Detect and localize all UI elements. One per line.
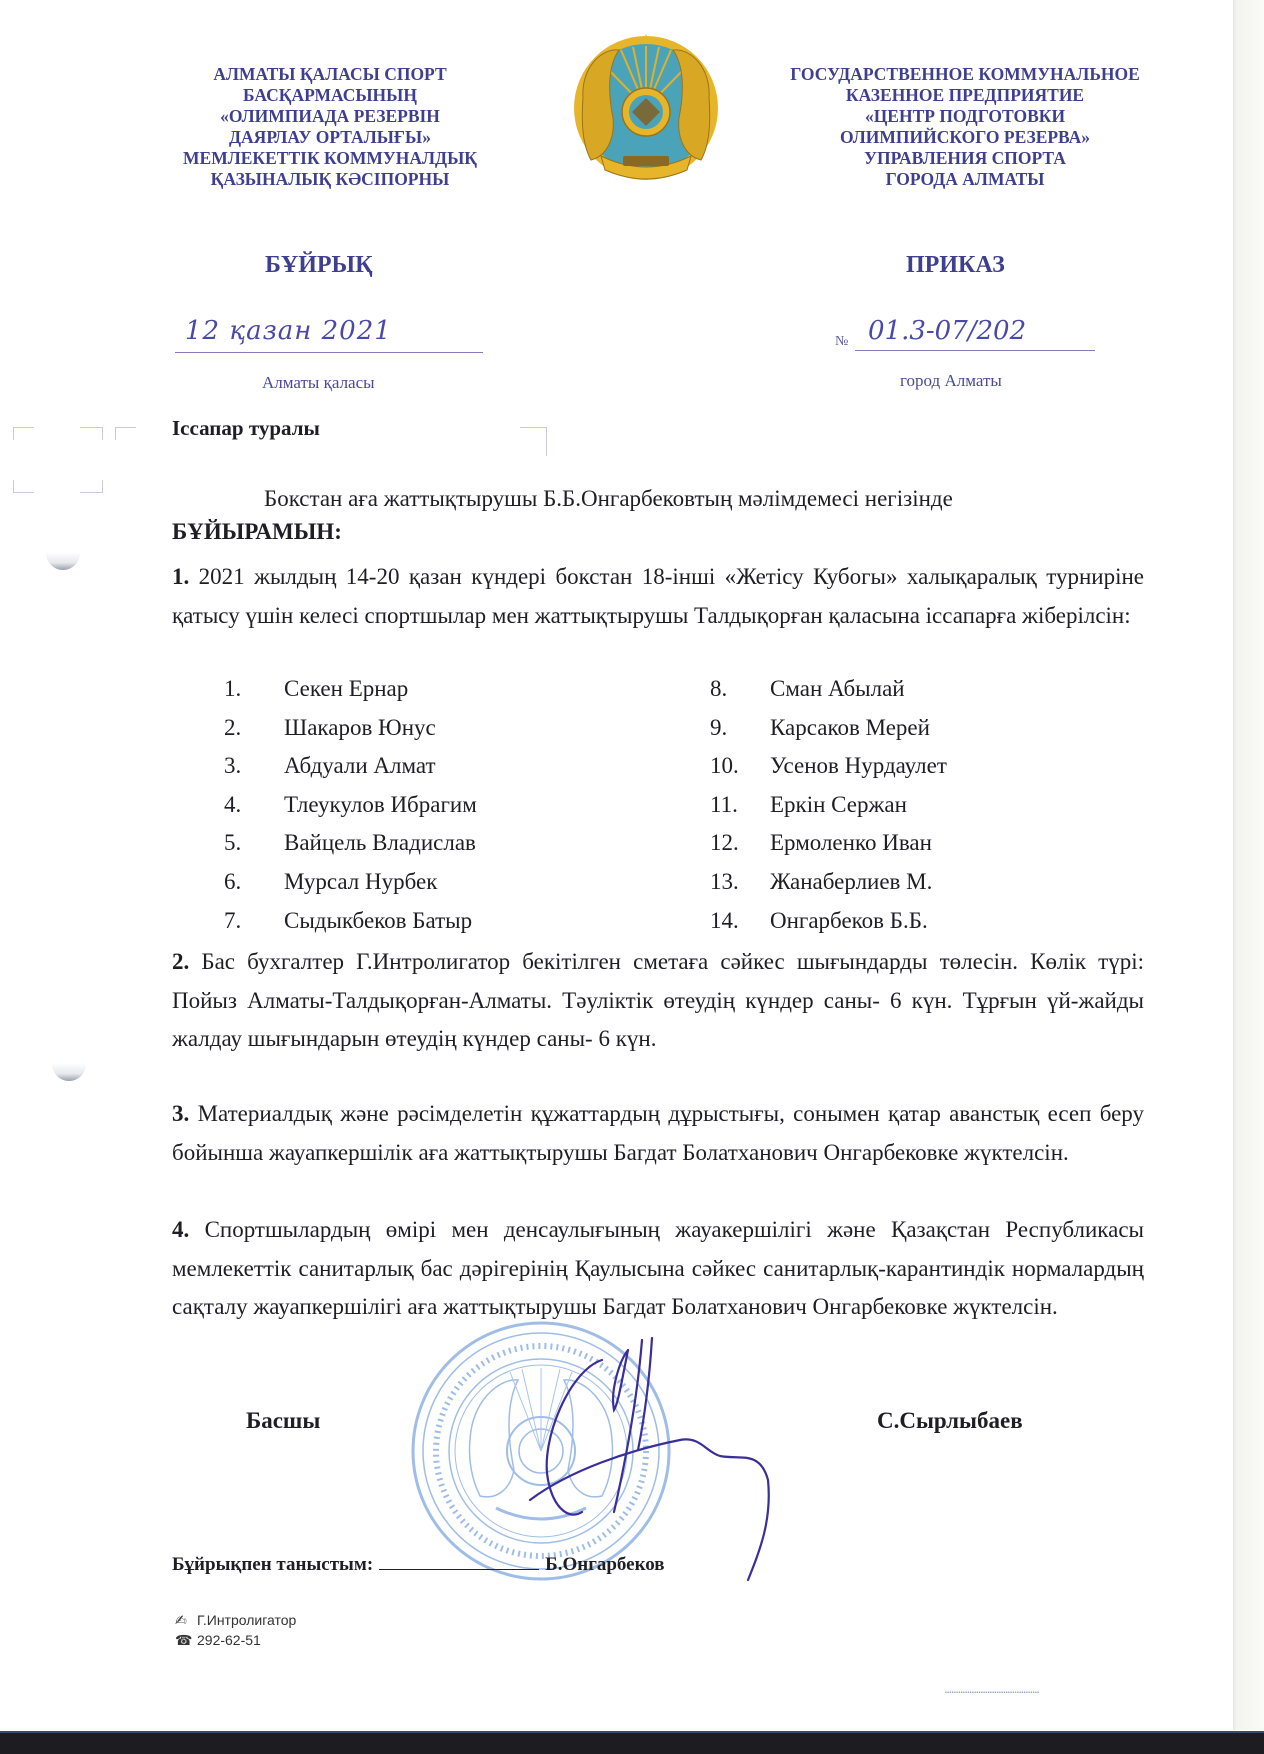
participant-name: Жанаберлиев М.	[770, 868, 933, 894]
item-number: 1.	[172, 564, 190, 589]
list-number: 6.	[224, 868, 242, 894]
executor-phone: 292-62-51	[197, 1632, 261, 1648]
scan-edge-bottom	[0, 1731, 1264, 1754]
list-number: 10.	[710, 753, 739, 779]
list-item	[224, 786, 477, 825]
org-name-kz	[170, 64, 490, 190]
org-line: МЕМЛЕКЕТТІК КОММУНАЛДЫҚ	[183, 148, 477, 168]
acknowledgement-label: Бұйрықпен таныстым:	[172, 1554, 374, 1575]
participant-name: Карсаков Мерей	[770, 714, 930, 740]
handwritten-date: 12 қазан 2021	[185, 316, 392, 346]
doc-kind-ru: ПРИКАЗ	[906, 252, 1005, 278]
list-item	[224, 902, 477, 941]
place-ru: город Алматы	[900, 371, 1002, 390]
org-line: КАЗЕННОЕ ПРЕДПРИЯТИЕ	[845, 85, 1085, 105]
date-line	[175, 352, 483, 353]
org-line: ГОСУДАРСТВЕННОЕ КОММУНАЛЬНОЕ	[790, 64, 1140, 84]
participant-name: Усенов Нурдаулет	[770, 753, 947, 779]
list-item	[710, 902, 947, 941]
intro-paragraph: Бокстан аға жаттықтырушы Б.Б.Онгарбековтың мәлімдемесі негізінде	[264, 486, 953, 511]
item-text: Материалдық және рәсімделетін құжаттардың дұрыстығы, сонымен қатар аванстық есеп беру бойынша жауапкершілік аға жаттықтырушы Багдат Болатханович Онгарбековке жүктелсін.	[172, 1101, 1145, 1165]
doc-kind-kz: БҰЙРЫҚ	[265, 252, 373, 278]
participant-name: Мурсал Нурбек	[284, 868, 438, 894]
crop-mark	[80, 427, 103, 440]
list-item	[710, 824, 947, 863]
executor-info	[175, 1610, 296, 1650]
org-line: УПРАВЛЕНИЯ СПОРТА	[864, 148, 1066, 168]
crop-mark	[13, 480, 34, 493]
kazakhstan-state-emblem-icon	[561, 28, 731, 193]
order-item-2	[172, 943, 1144, 1059]
participant-name: Онгарбеков Б.Б.	[770, 907, 928, 933]
org-line: «ЦЕНТР ПОДГОТОВКИ	[864, 106, 1066, 126]
list-item	[224, 747, 477, 786]
item-number: 4.	[172, 1217, 190, 1242]
participant-name: Ермоленко Иван	[770, 830, 932, 856]
list-item	[224, 824, 477, 863]
list-item	[224, 670, 477, 709]
executor-name: Г.Интролигатор	[197, 1612, 297, 1628]
list-number: 13.	[710, 868, 739, 894]
org-line: ҚАЗЫНАЛЫҚ КӘСІПОРНЫ	[210, 169, 450, 189]
participant-name: Вайцель Владислав	[284, 830, 476, 856]
crop-mark	[115, 427, 136, 440]
item-number: 3.	[172, 1101, 190, 1126]
telephone-icon: ☎	[175, 1632, 193, 1648]
participants-column-1	[224, 670, 477, 940]
scan-edge-right	[1233, 0, 1264, 1730]
list-number: 4.	[224, 791, 242, 817]
signatory-role: Басшы	[246, 1408, 321, 1433]
list-number: 12.	[710, 830, 739, 856]
participant-name: Тлеукулов Ибрагим	[284, 791, 477, 817]
org-line: АЛМАТЫ ҚАЛАСЫ СПОРТ	[213, 64, 447, 84]
org-line: ОЛИМПИЙСКОГО РЕЗЕРВА»	[839, 127, 1091, 147]
crop-mark	[13, 427, 34, 440]
punch-hole	[46, 552, 80, 570]
signature-blank-line	[379, 1555, 539, 1570]
org-line: БАСҚАРМАСЫНЫҢ	[243, 85, 417, 105]
participant-name: Сыдыкбеков Батыр	[284, 907, 473, 933]
list-number: 11.	[710, 791, 738, 817]
participants-column-2	[710, 670, 947, 940]
list-item	[710, 786, 947, 825]
list-item	[224, 709, 477, 748]
participant-name: Шакаров Юнус	[284, 714, 436, 740]
org-line: ДАЯРЛАУ ОРТАЛЫҒЫ»	[229, 127, 431, 147]
list-number: 9.	[710, 714, 728, 740]
acknowledgement-name: Б.Онгарбеков	[545, 1554, 665, 1575]
printer-imprint: ▪▪▪▪▪▪▪▪▪▪▪▪▪▪▪▪▪▪▪▪▪▪▪▪▪▪▪▪▪▪▪▪▪▪▪▪▪▪▪▪▪▪	[945, 1690, 1040, 1696]
participant-name: Абдуали Алмат	[284, 753, 436, 779]
handwritten-number: 01.3-07/202	[868, 316, 1027, 346]
item-text: Спортшылардың өмірі мен денсаулығының жауакершілігі және Қазақстан Республикасы мемлекеттік санитарлық бас дәрігерінің Қаулысына сәйкес санитарлық-карантиндік нормалардың сақталу жауапкершілігі аға жаттықтырушы Багдат Болатханович Онгарбековке жүктелсін.	[172, 1217, 1145, 1319]
org-name-ru	[745, 64, 1185, 190]
list-item	[224, 863, 477, 902]
number-sign: №	[835, 334, 849, 349]
subject-heading: Іссапар туралы	[172, 416, 320, 440]
punch-hole	[52, 1063, 86, 1081]
place-kz: Алматы қаласы	[262, 373, 375, 392]
list-number: 3.	[224, 753, 242, 779]
list-number: 8.	[710, 676, 728, 701]
item-text: Бас бухгалтер Г.Интролигатор бекітілген сметаға сәйкес шығындарды төлесін. Көлік түрі: Пойыз Алматы-Талдықорған-Алматы. Тәуліктік өтеудің күндер саны- 6 күн. Тұрғын үй-жайды жалдау шығындарын өтеудің күндер саны- 6 күн.	[172, 949, 1144, 1051]
list-item	[710, 709, 947, 748]
participant-name: Сман Абылай	[770, 676, 905, 701]
list-number: 5.	[224, 830, 242, 856]
order-word: БҰЙЫРАМЫН:	[172, 519, 342, 544]
crop-mark	[520, 427, 547, 456]
org-line: ГОРОДА АЛМАТЫ	[885, 169, 1045, 189]
list-item	[710, 747, 947, 786]
list-number: 2.	[224, 714, 242, 740]
list-number: 14.	[710, 907, 739, 933]
number-line	[855, 350, 1095, 351]
list-item	[710, 670, 947, 709]
crop-mark	[80, 480, 103, 493]
list-number: 7.	[224, 907, 242, 933]
item-text: 2021 жылдың 14-20 қазан күндері бокстан 18-інші «Жетісу Кубогы» халықаралық турниріне қатысу үшін келесі спортшылар мен жаттықтырушы Талдықорған қаласына іссапарға жіберілсін:	[172, 564, 1144, 628]
order-item-1	[172, 558, 1144, 635]
executor-row	[175, 1610, 296, 1630]
order-item-4	[172, 1211, 1144, 1327]
item-number: 2.	[172, 949, 190, 974]
pen-icon: ✍	[175, 1612, 187, 1628]
phone-row	[175, 1630, 296, 1650]
acknowledgement-line	[172, 1554, 665, 1576]
order-item-3	[172, 1095, 1144, 1172]
list-item	[710, 863, 947, 902]
list-number: 1.	[224, 676, 242, 701]
org-line: «ОЛИМПИАДА РЕЗЕРВІН	[220, 106, 440, 126]
participant-name: Еркін Сержан	[770, 791, 907, 817]
participant-name: Секен Ернар	[284, 676, 409, 701]
signatory-name: С.Сырлыбаев	[877, 1408, 1023, 1433]
